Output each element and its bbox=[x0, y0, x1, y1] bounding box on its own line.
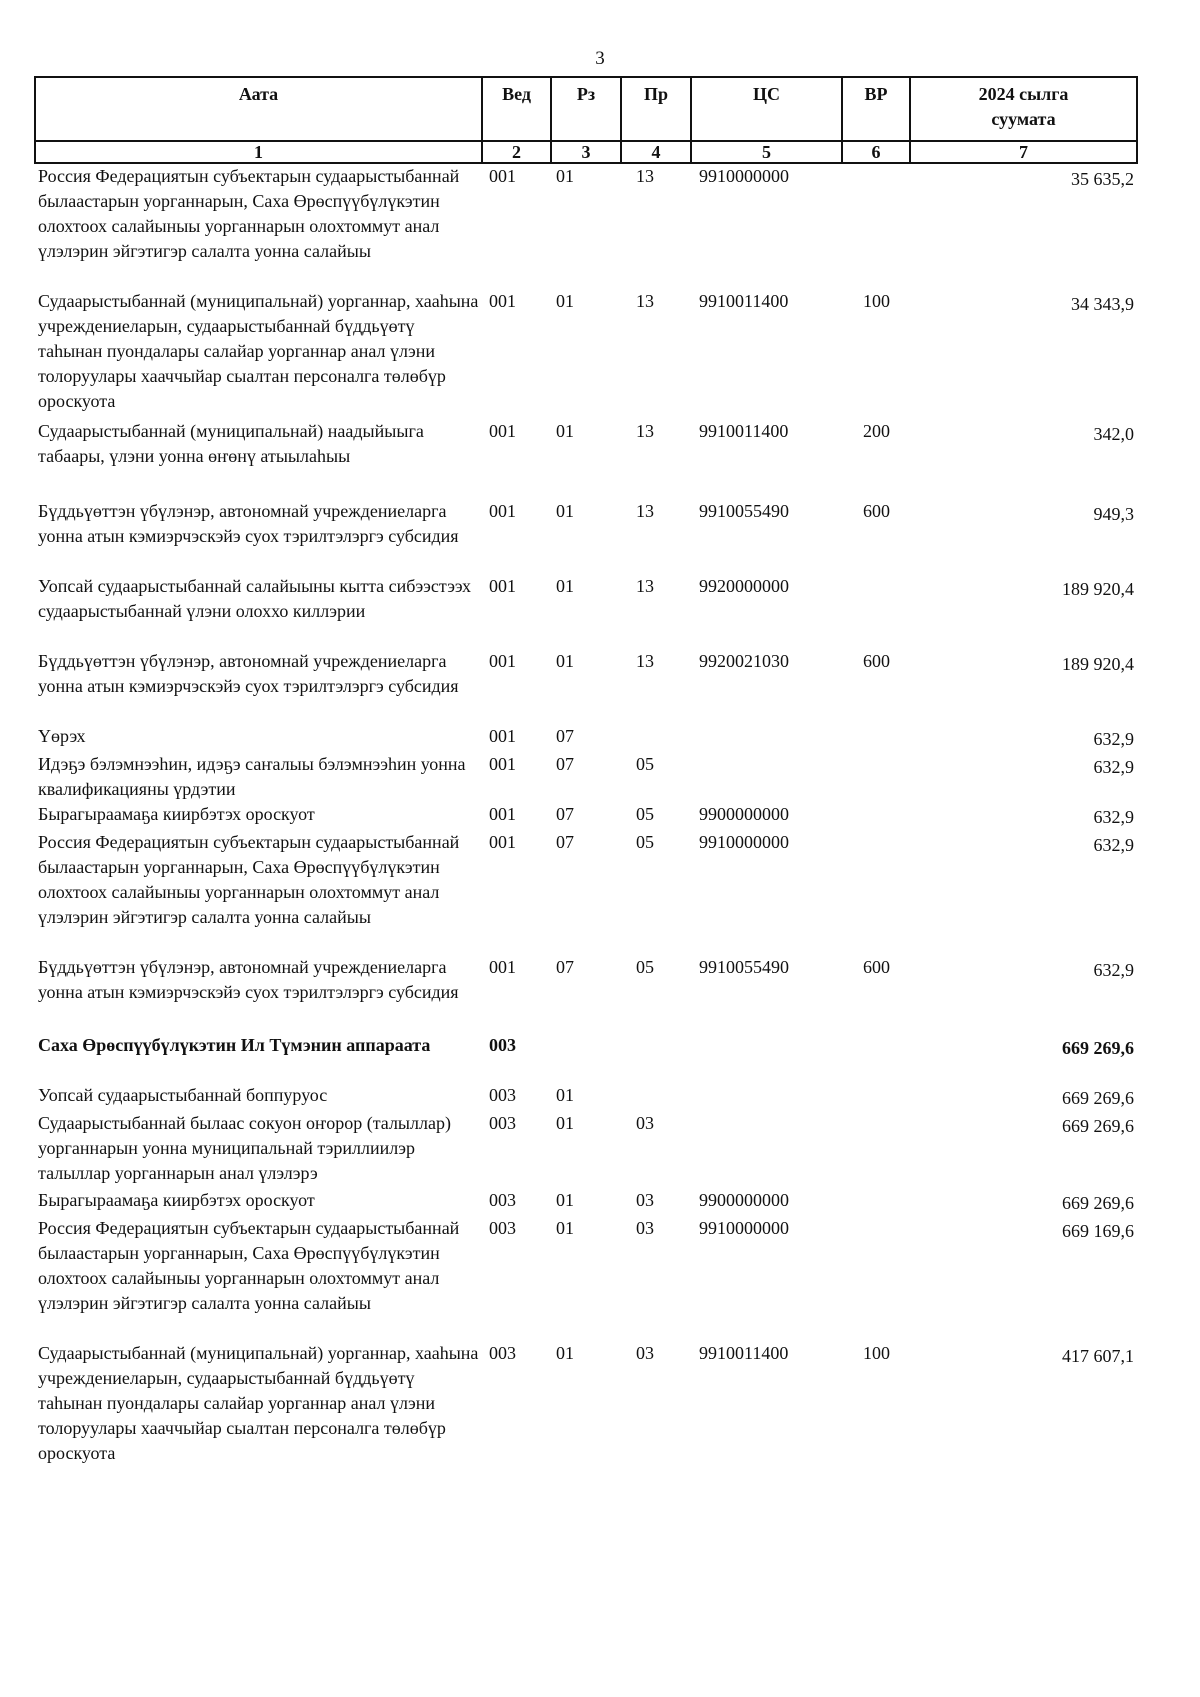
cell-vr: 200 bbox=[863, 421, 890, 441]
cell-rz: 01 bbox=[556, 421, 574, 441]
cell-vr bbox=[841, 574, 909, 649]
header-rz: Рз bbox=[551, 77, 621, 141]
header-sum-line1: 2024 сылга bbox=[978, 84, 1069, 104]
cell-rz: 01 bbox=[556, 166, 574, 186]
cell-amount: 189 920,4 bbox=[1062, 654, 1134, 674]
table-row bbox=[34, 289, 1136, 419]
cell-vr bbox=[841, 1083, 909, 1111]
cell-pr: 05 bbox=[636, 832, 654, 852]
cell-pr: 05 bbox=[636, 804, 654, 824]
cell-amount: 669 269,6 bbox=[1062, 1088, 1134, 1108]
table-row bbox=[34, 1111, 1136, 1188]
table-row bbox=[34, 830, 1136, 955]
cell-ved: 003 bbox=[489, 1218, 516, 1238]
cell-ved: 001 bbox=[489, 726, 516, 746]
cell-vr bbox=[841, 1216, 909, 1341]
cell-amount: 632,9 bbox=[1093, 807, 1134, 827]
cell-rz: 01 bbox=[556, 576, 574, 596]
table-row bbox=[34, 1083, 1136, 1111]
cell-amount: 669 269,6 bbox=[1062, 1038, 1134, 1058]
cell-cs: 9910011400 bbox=[699, 1343, 789, 1363]
cell-rz: 07 bbox=[556, 754, 574, 774]
cell-name: Үөрэх bbox=[38, 726, 86, 746]
cell-vr bbox=[841, 752, 909, 802]
table-row bbox=[34, 955, 1136, 1033]
cell-name: Россия Федерациятын субъектарын судаарыстыбаннай былаастарын уорганнарын, Саха Өрөспүүбүлүкэтин олохтоох салайыныы уорганнарын олохтоммут анал үлэлэрин эйгэтигэр салалта уонна салайыы bbox=[38, 832, 460, 927]
cell-ved: 001 bbox=[489, 957, 516, 977]
cell-cs: 9920000000 bbox=[699, 576, 789, 596]
header-vr: ВР bbox=[842, 77, 910, 141]
cell-vr: 100 bbox=[863, 291, 890, 311]
cell-amount: 189 920,4 bbox=[1062, 579, 1134, 599]
header-num-2: 2 bbox=[482, 141, 551, 163]
cell-amount: 669 169,6 bbox=[1062, 1221, 1134, 1241]
cell-cs: 9900000000 bbox=[699, 1190, 789, 1210]
table-row bbox=[34, 1216, 1136, 1341]
table-row bbox=[34, 802, 1136, 830]
cell-rz: 01 bbox=[556, 1113, 574, 1133]
cell-pr: 05 bbox=[636, 957, 654, 977]
cell-ved: 001 bbox=[489, 291, 516, 311]
cell-amount: 34 343,9 bbox=[1071, 294, 1134, 314]
header-num-6: 6 bbox=[842, 141, 910, 163]
cell-vr: 600 bbox=[863, 651, 890, 671]
header-sum-line2: суумата bbox=[991, 109, 1056, 129]
cell-name: Уопсай судаарыстыбаннай салайыыны кытта сибээстээх судаарыстыбаннай үлэни олоххо киллэрии bbox=[38, 576, 471, 621]
table-row bbox=[34, 724, 1136, 752]
header-pr: Пр bbox=[621, 77, 691, 141]
cell-amount: 632,9 bbox=[1093, 757, 1134, 777]
cell-name: Судаарыстыбаннай былаас сокуон оҥорор (талыллар) уорганнарын уонна муниципальнай тэриллиилэр талыллар уорганнарын анал үлэлэрэ bbox=[38, 1113, 451, 1183]
cell-vr bbox=[841, 830, 909, 955]
header-sum bbox=[910, 77, 1137, 141]
cell-amount: 669 269,6 bbox=[1062, 1116, 1134, 1136]
cell-cs bbox=[690, 724, 841, 752]
cell-rz: 01 bbox=[556, 651, 574, 671]
cell-amount: 417 607,1 bbox=[1062, 1346, 1134, 1366]
cell-ved: 001 bbox=[489, 832, 516, 852]
page-number: 3 bbox=[595, 48, 605, 69]
cell-rz: 01 bbox=[556, 501, 574, 521]
table-row bbox=[34, 1188, 1136, 1216]
cell-name: Россия Федерациятын субъектарын судаарыстыбаннай былаастарын уорганнарын, Саха Өрөспүүбүлүкэтин олохтоох салайыныы уорганнарын олохтоммут анал үлэлэрин эйгэтигэр салалта уонна салайыы bbox=[38, 166, 460, 261]
cell-amount: 669 269,6 bbox=[1062, 1193, 1134, 1213]
header-ved: Вед bbox=[482, 77, 551, 141]
cell-rz: 07 bbox=[556, 832, 574, 852]
cell-ved: 001 bbox=[489, 576, 516, 596]
header-num-3: 3 bbox=[551, 141, 621, 163]
cell-amount: 949,3 bbox=[1093, 504, 1134, 524]
cell-ved: 003 bbox=[489, 1190, 516, 1210]
table-row bbox=[34, 164, 1136, 289]
cell-name: Бүддьүөттэн үбүлэнэр, автономнай учреждениеларга уонна атын кэмиэрчэскэйэ суох тэрилтэлэргэ субсидия bbox=[38, 957, 459, 1002]
cell-cs: 9910000000 bbox=[699, 1218, 789, 1238]
cell-name: Саха Өрөспүүбүлүкэтин Ил Түмэнин аппараата bbox=[38, 1035, 431, 1055]
cell-ved: 001 bbox=[489, 754, 516, 774]
table-row bbox=[34, 574, 1136, 649]
cell-ved: 003 bbox=[489, 1113, 516, 1133]
cell-rz: 07 bbox=[556, 957, 574, 977]
cell-pr: 03 bbox=[636, 1343, 654, 1363]
cell-cs: 9920021030 bbox=[699, 651, 789, 671]
table-row bbox=[34, 1341, 1136, 1481]
table-row bbox=[34, 499, 1136, 574]
cell-cs bbox=[690, 1083, 841, 1111]
cell-pr: 03 bbox=[636, 1190, 654, 1210]
cell-name: Уопсай судаарыстыбаннай боппуруос bbox=[38, 1085, 328, 1105]
cell-name: Судаарыстыбаннай (муниципальнай) наадыйыыга табаары, үлэни уонна өҥөнү атыылаһыы bbox=[38, 421, 424, 466]
cell-vr bbox=[841, 1188, 909, 1216]
cell-vr bbox=[841, 164, 909, 289]
cell-name: Идэҕэ бэлэмнээһин, идэҕэ саҥалыы бэлэмнээһин уонна квалификацияны үрдэтии bbox=[38, 754, 466, 799]
header-cs: ЦС bbox=[691, 77, 842, 141]
cell-name: Бүддьүөттэн үбүлэнэр, автономнай учреждениеларга уонна атын кэмиэрчэскэйэ суох тэрилтэлэргэ субсидия bbox=[38, 501, 459, 546]
cell-pr: 13 bbox=[636, 501, 654, 521]
cell-vr bbox=[841, 1033, 909, 1083]
cell-ved: 003 bbox=[489, 1035, 516, 1055]
cell-pr: 03 bbox=[636, 1113, 654, 1133]
cell-rz bbox=[550, 1033, 620, 1083]
cell-ved: 001 bbox=[489, 501, 516, 521]
cell-amount: 342,0 bbox=[1093, 424, 1134, 444]
cell-vr bbox=[841, 1111, 909, 1188]
header-name: Аата bbox=[35, 77, 482, 141]
cell-amount: 632,9 bbox=[1093, 729, 1134, 749]
cell-cs: 9900000000 bbox=[699, 804, 789, 824]
cell-name: Россия Федерациятын субъектарын судаарыстыбаннай былаастарын уорганнарын, Саха Өрөспүүбүлүкэтин олохтоох салайыныы уорганнарын олохтоммут анал үлэлэрин эйгэтигэр салалта уонна салайыы bbox=[38, 1218, 460, 1313]
header-num-4: 4 bbox=[621, 141, 691, 163]
cell-ved: 001 bbox=[489, 651, 516, 671]
cell-amount: 632,9 bbox=[1093, 835, 1134, 855]
cell-cs: 9910011400 bbox=[699, 421, 789, 441]
cell-pr bbox=[620, 1033, 690, 1083]
cell-pr: 13 bbox=[636, 166, 654, 186]
cell-name: Бүддьүөттэн үбүлэнэр, автономнай учреждениеларга уонна атын кэмиэрчэскэйэ суох тэрилтэлэргэ субсидия bbox=[38, 651, 459, 696]
cell-ved: 001 bbox=[489, 421, 516, 441]
cell-pr: 13 bbox=[636, 421, 654, 441]
cell-rz: 07 bbox=[556, 804, 574, 824]
table-row bbox=[34, 752, 1136, 802]
cell-pr: 03 bbox=[636, 1218, 654, 1238]
cell-ved: 003 bbox=[489, 1085, 516, 1105]
cell-rz: 01 bbox=[556, 1085, 574, 1105]
cell-pr bbox=[620, 724, 690, 752]
table-row bbox=[34, 1033, 1136, 1083]
cell-ved: 001 bbox=[489, 166, 516, 186]
budget-table bbox=[34, 164, 1136, 1481]
cell-vr: 600 bbox=[863, 957, 890, 977]
cell-rz: 01 bbox=[556, 1343, 574, 1363]
cell-name: Судаарыстыбаннай (муниципальнай) уорганнар, хааһына учреждениеларын, судаарыстыбаннай бүддьүөтү таһынан пуондалары салайар уорганнар анал үлэни толоруулары хааччыйар сыалтан персоналга төлөбүр ороскуота bbox=[38, 291, 479, 411]
cell-cs: 9910011400 bbox=[699, 291, 789, 311]
cell-amount: 35 635,2 bbox=[1071, 169, 1134, 189]
table-row bbox=[34, 419, 1136, 499]
table-header bbox=[34, 76, 1138, 164]
cell-cs bbox=[690, 1033, 841, 1083]
cell-vr bbox=[841, 802, 909, 830]
cell-pr: 13 bbox=[636, 576, 654, 596]
cell-name: Судаарыстыбаннай (муниципальнай) уорганнар, хааһына учреждениеларын, судаарыстыбаннай бүддьүөтү таһынан пуондалары салайар уорганнар анал үлэни толоруулары хааччыйар сыалтан персоналга төлөбүр ороскуота bbox=[38, 1343, 479, 1463]
header-num-7: 7 bbox=[910, 141, 1137, 163]
cell-rz: 07 bbox=[556, 726, 574, 746]
cell-cs: 9910000000 bbox=[699, 166, 789, 186]
cell-rz: 01 bbox=[556, 291, 574, 311]
cell-cs bbox=[690, 752, 841, 802]
cell-name: Бырагыраамаҕа киирбэтэх ороскуот bbox=[38, 804, 315, 824]
cell-pr: 13 bbox=[636, 291, 654, 311]
cell-rz: 01 bbox=[556, 1190, 574, 1210]
cell-rz: 01 bbox=[556, 1218, 574, 1238]
cell-pr: 05 bbox=[636, 754, 654, 774]
cell-name: Бырагыраамаҕа киирбэтэх ороскуот bbox=[38, 1190, 315, 1210]
header-num-1: 1 bbox=[35, 141, 482, 163]
cell-cs: 9910055490 bbox=[699, 957, 789, 977]
header-num-5: 5 bbox=[691, 141, 842, 163]
cell-ved: 001 bbox=[489, 804, 516, 824]
table-row bbox=[34, 649, 1136, 724]
cell-pr bbox=[620, 1083, 690, 1111]
cell-ved: 003 bbox=[489, 1343, 516, 1363]
cell-pr: 13 bbox=[636, 651, 654, 671]
cell-vr: 600 bbox=[863, 501, 890, 521]
cell-cs: 9910000000 bbox=[699, 832, 789, 852]
cell-vr bbox=[841, 724, 909, 752]
cell-cs: 9910055490 bbox=[699, 501, 789, 521]
cell-amount: 632,9 bbox=[1093, 960, 1134, 980]
cell-vr: 100 bbox=[863, 1343, 890, 1363]
cell-cs bbox=[690, 1111, 841, 1188]
